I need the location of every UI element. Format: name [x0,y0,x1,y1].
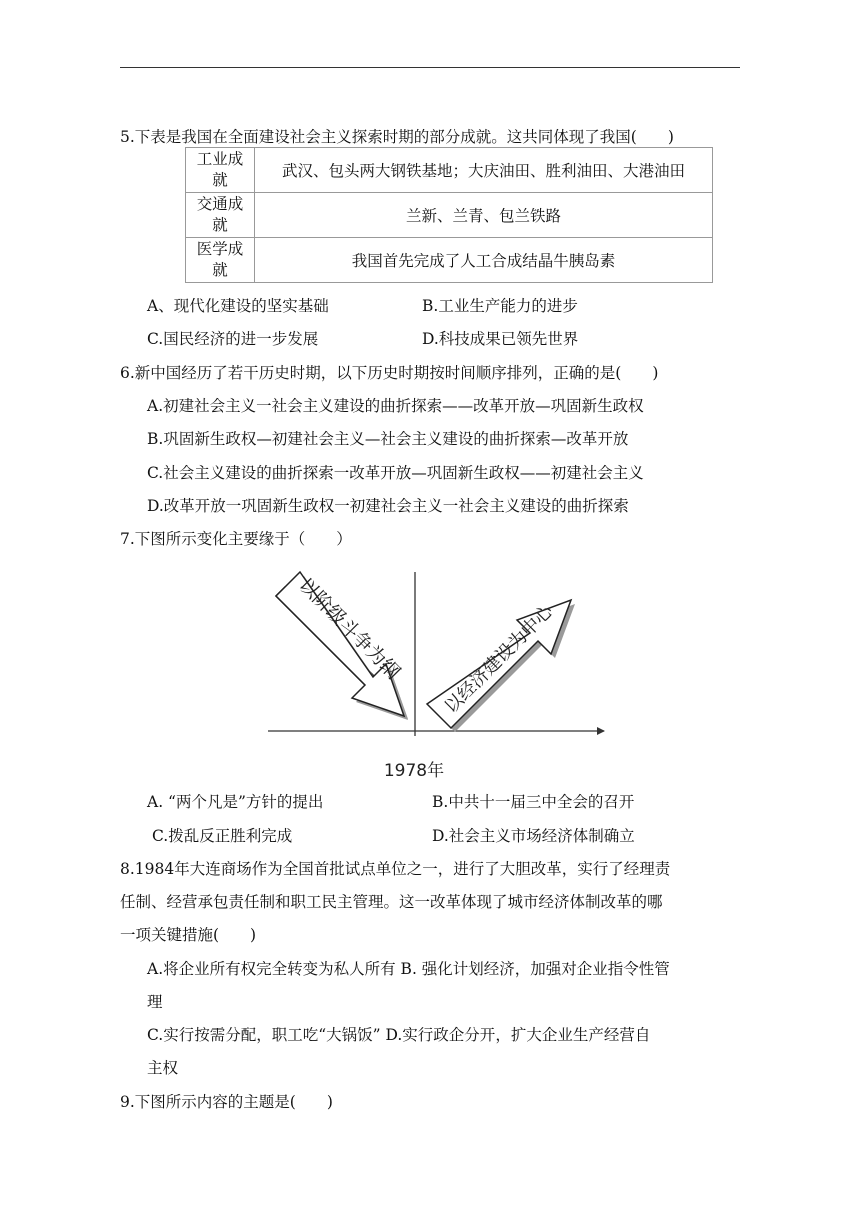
arrow-left-text: 以阶级斗争为纲 [294,573,405,684]
table-key [186,238,255,283]
table-value: 我国首先完成了人工合成结晶牛胰岛素 [255,238,713,283]
q5-option-a: A、现代化建设的坚实基础 [147,297,329,315]
table-key [186,148,255,193]
q6-option-b: B.巩固新生政权—初建社会主义—社会主义建设的曲折探索—改革开放 [147,430,629,448]
table-key-line: 工业成 [196,150,244,168]
q5-option-d: D.科技成果已领先世界 [422,330,579,348]
table-key-line: 交通成 [196,195,244,213]
q5-option-b: B.工业生产能力的进步 [422,297,578,315]
q8-options-ab-line1: A.将企业所有权完全转变为私人所有 B. 强化计划经济，加强对企业指令性管 [147,960,670,978]
table-row [186,193,713,238]
year-label: 1978年 [383,761,445,781]
q5-table [185,147,713,283]
q7-stem: 7.下图所示变化主要缘于（ ） [120,530,352,548]
arrow-right-text: 以经济建设为中心 [440,600,558,718]
q7-option-d: D.社会主义市场经济体制确立 [432,827,635,845]
q7-figure [262,564,608,784]
q8-options-cd-line1: C.实行按需分配，职工吃“大锅饭” D.实行政企分开，扩大企业生产经营自 [147,1026,651,1044]
arrow-left-shape [276,572,404,716]
q5-stem: 5.下表是我国在全面建设社会主义探索时期的部分成就。这共同体现了我国( ) [120,128,674,146]
table-row [186,148,713,193]
table-row [186,238,713,283]
table-key-line: 就 [212,171,228,189]
q6-option-c: C.社会主义建设的曲折探索一改革开放—巩固新生政权——初建社会主义 [147,464,644,482]
table-key-line: 医学成 [196,240,244,258]
q7-option-c: C.拨乱反正胜利完成 [152,827,293,845]
table-value: 兰新、兰青、包兰铁路 [255,193,713,238]
q8-stem-line2: 任制、经营承包责任制和职工民主管理。这一改革体现了城市经济体制改革的哪 [120,893,663,911]
table-value: 武汉、包头两大钢铁基地；大庆油田、胜利油田、大港油田 [255,148,713,193]
q6-stem: 6.新中国经历了若干历史时期，以下历史时期按时间顺序排列，正确的是( ) [120,364,659,382]
header-rule [120,67,740,68]
q5-option-c: C.国民经济的进一步发展 [147,330,319,348]
q7-option-a: A. “两个凡是”方针的提出 [147,793,324,811]
q8-options-ab-line2: 理 [147,993,163,1011]
q8-stem-line3: 一项关键措施( ) [120,926,257,944]
q6-option-d: D.改革开放一巩固新生政权一初建社会主义一社会主义建设的曲折探索 [147,497,629,515]
table-key-line: 就 [212,216,228,234]
table-key-line: 就 [212,261,228,279]
q6-option-a: A.初建社会主义一社会主义建设的曲折探索——改革开放—巩固新生政权 [147,397,644,415]
q9-stem: 9.下图所示内容的主题是( ) [120,1093,333,1111]
table-key [186,193,255,238]
q8-options-cd-line2: 主权 [147,1059,179,1077]
q8-stem-line1: 8.1984年大连商场作为全国首批试点单位之一，进行了大胆改革，实行了经理责 [120,860,671,878]
q7-option-b: B.中共十一届三中全会的召开 [432,793,635,811]
